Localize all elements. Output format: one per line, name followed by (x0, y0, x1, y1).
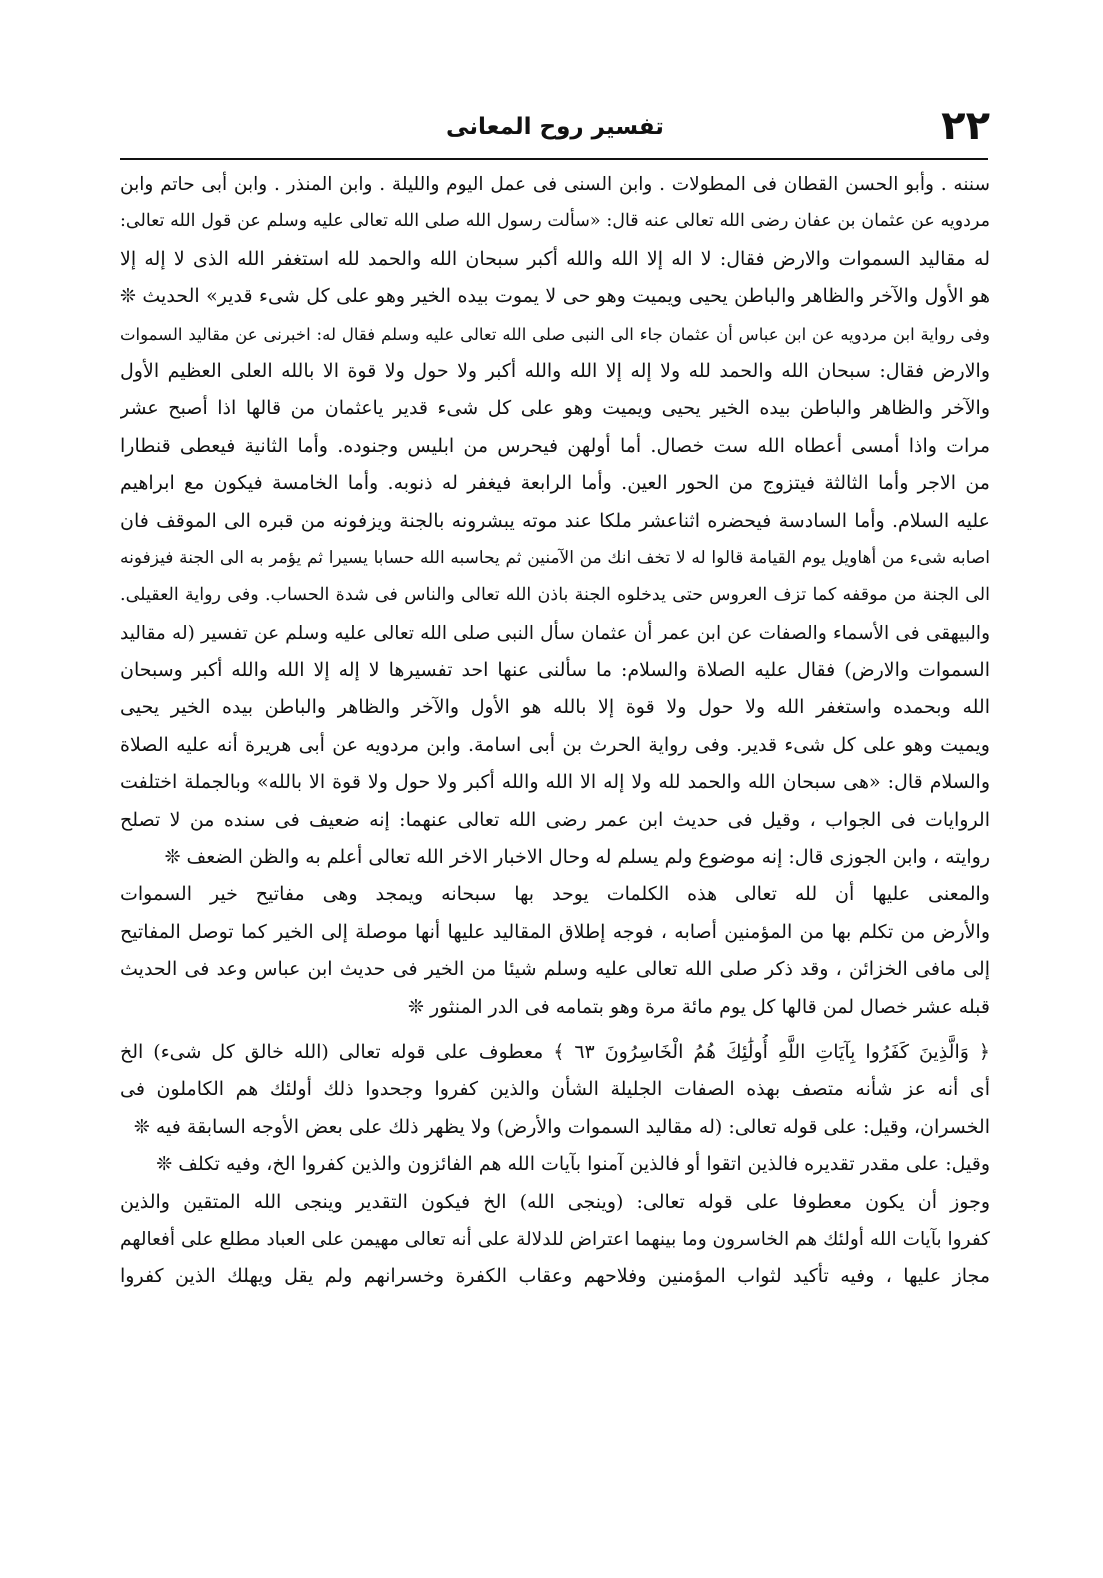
text-line: هو الأول والآخر والظاهر والباطن يحيى ويميت وهو حى لا يموت بيده الخير وهو على كل شىء قدير» الحديث ❊ (120, 285, 990, 308)
text-line: الله وبحمده واستغفر الله ولا حول ولا قوة إلا بالله هو الأول والآخر والظاهر والباطن بيده الخير يحيى (120, 696, 990, 719)
text-line: ﴿ وَالَّذِينَ كَفَرُوا بِآيَاتِ اللَّهِ أُولَٰئِكَ هُمُ الْخَاسِرُونَ ٦٣ ﴾ معطوف على قوله تعالى (الله خالق كل شىء) الخ (120, 1040, 990, 1063)
text-line: والسلام قال: «هى سبحان الله والحمد لله ولا إله الا الله والله أكبر ولا حول ولا قوة الا بالله» وبالجملة اختلفت (120, 771, 990, 794)
paragraph (120, 166, 990, 876)
text-line: ويميت وهو على كل شىء قدير. وفى رواية الحرث بن أبى اسامة. وابن مردويه عن أبى هريرة أنه عليه الصلاة (120, 733, 990, 756)
text-line: مرات واذا أمسى أعطاه الله ست خصال. أما أولهن فيحرس من ابليس وجنوده. وأما الثانية فيعطى قنطارا (120, 434, 990, 457)
text-line: روايته ، وابن الجوزى قال: إنه موضوع ولم يسلم له وحال الاخبار الاخر الله تعالى أعلم به والظن الضعف ❊ (164, 846, 990, 869)
paragraph (120, 876, 990, 1026)
text-line: وقيل: على مقدر تقديره فالذين اتقوا أو فالذين آمنوا بآيات الله هم الفائزون والذين كفروا الخ، وفيه تكلف ❊ (156, 1153, 990, 1176)
text-line: إلى مافى الخزائن ، وقد ذكر صلى الله تعالى عليه وسلم شيئا من الخير فى حديث ابن عباس وعد فى الحديث (120, 958, 990, 981)
body-text (120, 166, 990, 1296)
text-line: قبله عشر خصال لمن قالها كل يوم مائة مرة وهو بتمامه فى الدر المنثور ❊ (408, 995, 990, 1018)
text-line: أى أنه عز شأنه متصف بهذه الصفات الجليلة الشأن والذين كفروا وجحدوا ذلك أولئك هم الكاملون فى (120, 1078, 990, 1101)
text-line: اصابه شىء من أهاويل يوم القيامة قالوا له لا تخف انك من الآمنين ثم يحاسبه الله حسابا يسيرا ثم يؤمر به الى الجنة فيزفونه (120, 547, 990, 568)
text-line: مردويه عن عثمان بن عفان رضى الله تعالى عنه قال: «سألت رسول الله صلى الله تعالى عليه وسلم عن قول الله تعالى: (120, 211, 990, 232)
paragraph (120, 1034, 990, 1296)
text-line: الى الجنة من موقفه كما تزف العروس حتى يدخلوه الجنة باذن الله تعالى والناس فى شدة الحساب. وفى رواية العقيلى. (120, 585, 990, 606)
book-title: تفسير روح المعانى (446, 114, 664, 140)
text-line: والآخر والظاهر والباطن بيده الخير يحيى ويميت وهو على كل شىء قدير ياعثمان من قالها اذا أصبح عشر (120, 397, 990, 420)
text-line: كفروا بآيات الله أولئك هم الخاسرون وما بينهما اعتراض للدلالة على أنه تعالى مهيمن على العباد مطلع على أفعالهم (120, 1228, 990, 1250)
text-line: والارض فقال: سبحان الله والحمد لله ولا إله إلا الله والله أكبر ولا حول ولا قوة الا بالله العلى العظيم الأول (120, 359, 990, 382)
text-line: سننه . وأبو الحسن القطان فى المطولات . وابن السنى فى عمل اليوم والليلة . وابن المنذر . وابن أبى حاتم وابن (120, 174, 990, 195)
text-line: والبيهقى فى الأسماء والصفات عن ابن عمر أن عثمان سأل النبى صلى الله تعالى عليه وسلم عن تفسير (له مقاليد (120, 622, 990, 644)
text-line: وجوز أن يكون معطوفا على قوله تعالى: (وينجى الله) الخ فيكون التقدير وينجى الله المتقين والذين (120, 1190, 990, 1213)
text-line: الروايات فى الجواب ، وقيل فى حديث ابن عمر رضى الله تعالى عنهما: إنه ضعيف فى سنده من لا تصلح (120, 808, 990, 831)
page-number: ٢٢ (941, 103, 990, 149)
text-line: الخسران، وقيل: على قوله تعالى: (له مقاليد السموات والأرض) ولا يظهر ذلك على بعض الأوجه السابقة فيه ❊ (133, 1115, 990, 1138)
text-line: والمعنى عليها أن لله تعالى هذه الكلمات يوحد بها سبحانه ويمجد وهى مفاتيح خير السموات (120, 883, 990, 906)
header-rule (120, 158, 988, 160)
text-line: السموات والارض) فقال عليه الصلاة والسلام: ما سألنى عنها احد تفسيرها لا إله إلا الله والله أكبر وسبحان (120, 659, 990, 682)
text-line: والأرض من تكلم بها من المؤمنين أصابه ، فوجه إطلاق المقاليد عليها أنها موصلة إلى الخير كما توصل المفاتيح (120, 920, 990, 943)
text-line: مجاز عليها ، وفيه تأكيد لثواب المؤمنين وفلاحهم وعقاب الكفرة وخسرانهم ولم يقل ويهلك الذين كفروا (120, 1265, 990, 1288)
text-line: له مقاليد السموات والارض فقال: لا اله إلا الله والله أكبر سبحان الله والحمد لله استغفر الله الذى لا إله إلا (120, 247, 990, 270)
text-line: وفى رواية ابن مردويه عن ابن عباس أن عثمان جاء الى النبى صلى الله تعالى عليه وسلم فقال له: اخبرنى عن مقاليد السموات (120, 324, 990, 344)
text-line: عليه السلام. وأما السادسة فيحضره اثناعشر ملكا عند موته يبشرونه بالجنة ويزفونه من قبره الى الموقف فان (120, 509, 990, 532)
text-line: من الاجر وأما الثالثة فيتزوج من الحور العين. وأما الرابعة فيغفر له ذنوبه. وأما الخامسة فيكون مع ابراهيم (120, 472, 990, 495)
section-gap (120, 1026, 990, 1034)
page-header (120, 100, 990, 156)
